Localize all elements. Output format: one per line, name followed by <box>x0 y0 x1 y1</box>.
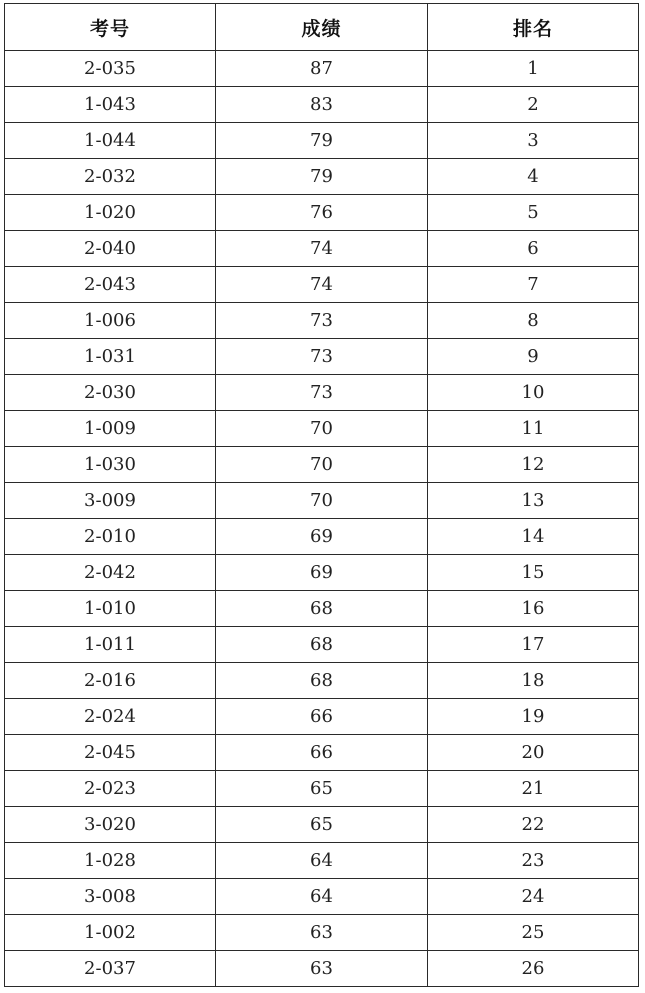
cell-rank: 5 <box>428 195 639 231</box>
cell-score: 73 <box>216 303 428 339</box>
cell-score: 69 <box>216 519 428 555</box>
table-row <box>5 375 639 411</box>
table-row <box>5 591 639 627</box>
cell-score: 66 <box>216 699 428 735</box>
cell-exam-number: 2-016 <box>5 663 216 699</box>
table-row <box>5 771 639 807</box>
table-row <box>5 267 639 303</box>
cell-exam-number: 3-020 <box>5 807 216 843</box>
cell-score: 65 <box>216 771 428 807</box>
table-row <box>5 483 639 519</box>
cell-rank: 23 <box>428 843 639 879</box>
table-row <box>5 159 639 195</box>
cell-score: 79 <box>216 159 428 195</box>
cell-exam-number: 2-035 <box>5 51 216 87</box>
cell-rank: 20 <box>428 735 639 771</box>
header-score: 成绩 <box>216 4 428 51</box>
table-row <box>5 303 639 339</box>
cell-exam-number: 3-008 <box>5 879 216 915</box>
table-row <box>5 807 639 843</box>
cell-score: 65 <box>216 807 428 843</box>
cell-rank: 19 <box>428 699 639 735</box>
cell-score: 64 <box>216 843 428 879</box>
cell-rank: 21 <box>428 771 639 807</box>
cell-rank: 4 <box>428 159 639 195</box>
cell-score: 66 <box>216 735 428 771</box>
table-row <box>5 663 639 699</box>
cell-exam-number: 1-006 <box>5 303 216 339</box>
cell-rank: 6 <box>428 231 639 267</box>
table-row <box>5 51 639 87</box>
table-row <box>5 735 639 771</box>
table-body <box>5 51 639 987</box>
table-row <box>5 879 639 915</box>
cell-score: 79 <box>216 123 428 159</box>
table-row <box>5 411 639 447</box>
cell-score: 68 <box>216 591 428 627</box>
cell-exam-number: 1-030 <box>5 447 216 483</box>
cell-exam-number: 1-020 <box>5 195 216 231</box>
table-header-row <box>5 4 639 51</box>
cell-exam-number: 2-042 <box>5 555 216 591</box>
cell-rank: 17 <box>428 627 639 663</box>
cell-exam-number: 2-043 <box>5 267 216 303</box>
table-row <box>5 123 639 159</box>
cell-score: 73 <box>216 339 428 375</box>
cell-exam-number: 2-024 <box>5 699 216 735</box>
table-row <box>5 951 639 987</box>
table-row <box>5 339 639 375</box>
header-rank: 排名 <box>428 4 639 51</box>
cell-rank: 26 <box>428 951 639 987</box>
table-row <box>5 195 639 231</box>
cell-exam-number: 2-045 <box>5 735 216 771</box>
cell-rank: 14 <box>428 519 639 555</box>
cell-score: 68 <box>216 663 428 699</box>
cell-score: 73 <box>216 375 428 411</box>
cell-exam-number: 2-040 <box>5 231 216 267</box>
cell-rank: 7 <box>428 267 639 303</box>
table-row <box>5 843 639 879</box>
table-row <box>5 231 639 267</box>
cell-exam-number: 2-010 <box>5 519 216 555</box>
cell-score: 74 <box>216 267 428 303</box>
cell-score: 70 <box>216 483 428 519</box>
cell-score: 64 <box>216 879 428 915</box>
cell-exam-number: 2-037 <box>5 951 216 987</box>
cell-exam-number: 1-011 <box>5 627 216 663</box>
cell-score: 63 <box>216 915 428 951</box>
table-row <box>5 699 639 735</box>
cell-rank: 9 <box>428 339 639 375</box>
cell-exam-number: 1-002 <box>5 915 216 951</box>
cell-score: 63 <box>216 951 428 987</box>
cell-exam-number: 3-009 <box>5 483 216 519</box>
cell-rank: 25 <box>428 915 639 951</box>
cell-exam-number: 2-030 <box>5 375 216 411</box>
cell-score: 76 <box>216 195 428 231</box>
cell-exam-number: 1-031 <box>5 339 216 375</box>
cell-exam-number: 2-023 <box>5 771 216 807</box>
cell-score: 74 <box>216 231 428 267</box>
cell-rank: 3 <box>428 123 639 159</box>
cell-rank: 12 <box>428 447 639 483</box>
table-row <box>5 555 639 591</box>
cell-exam-number: 1-043 <box>5 87 216 123</box>
cell-rank: 18 <box>428 663 639 699</box>
cell-rank: 16 <box>428 591 639 627</box>
cell-score: 87 <box>216 51 428 87</box>
cell-exam-number: 1-009 <box>5 411 216 447</box>
cell-rank: 2 <box>428 87 639 123</box>
cell-rank: 15 <box>428 555 639 591</box>
cell-rank: 1 <box>428 51 639 87</box>
cell-exam-number: 1-044 <box>5 123 216 159</box>
cell-score: 70 <box>216 447 428 483</box>
table-row <box>5 87 639 123</box>
cell-score: 68 <box>216 627 428 663</box>
header-exam-number: 考号 <box>5 4 216 51</box>
cell-exam-number: 1-010 <box>5 591 216 627</box>
score-ranking-table <box>4 3 639 987</box>
cell-exam-number: 1-028 <box>5 843 216 879</box>
cell-rank: 24 <box>428 879 639 915</box>
cell-rank: 11 <box>428 411 639 447</box>
cell-rank: 13 <box>428 483 639 519</box>
table-row <box>5 915 639 951</box>
cell-exam-number: 2-032 <box>5 159 216 195</box>
cell-score: 83 <box>216 87 428 123</box>
table-row <box>5 447 639 483</box>
cell-rank: 22 <box>428 807 639 843</box>
cell-score: 69 <box>216 555 428 591</box>
table-row <box>5 519 639 555</box>
cell-rank: 8 <box>428 303 639 339</box>
cell-score: 70 <box>216 411 428 447</box>
table-row <box>5 627 639 663</box>
cell-rank: 10 <box>428 375 639 411</box>
